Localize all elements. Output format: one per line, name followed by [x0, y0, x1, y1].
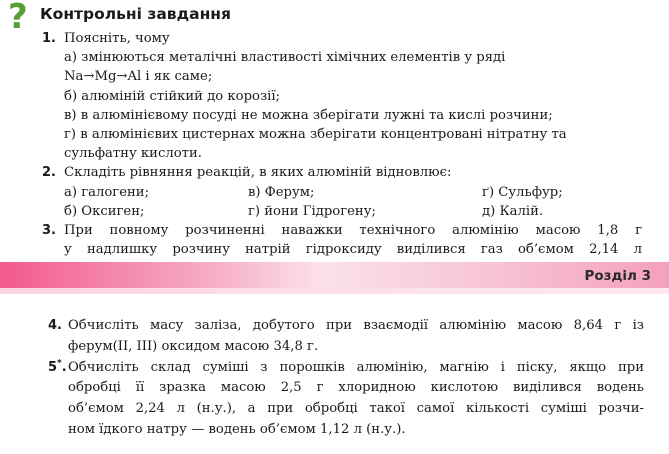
task-1-b: б) алюміній стійкий до корозії; — [64, 88, 281, 104]
task-number: 3. — [42, 222, 56, 238]
task-1-d-line2: сульфатну кислоти. — [64, 146, 202, 162]
section-label: Розділ 3 — [584, 268, 651, 284]
task-2-intro: Складіть рівняння реакцій, в яких алюміній відновлює: — [64, 165, 452, 181]
task-1-d-line1: г) в алюмінієвих цистернах можна зберігати концентровані нітратну та — [64, 126, 567, 142]
task-2-option: в) Ферум; — [248, 184, 315, 200]
task-1-intro-row — [42, 29, 642, 48]
task-4-line2: ферум(ІІ, ІІІ) оксидом масою 34,8 г. — [68, 338, 319, 354]
task-1-intro: Поясніть, чому — [64, 31, 170, 46]
task-5-line1: Обчисліть склад суміші з порошків алюмінію, магнію і піску, якщо при — [68, 359, 644, 375]
task-5-row-2 — [48, 378, 644, 399]
tasks-bottom — [48, 316, 644, 441]
question-mark-icon: ? — [8, 0, 28, 37]
task-4-row-1 — [48, 316, 644, 337]
task-2-option: г) йони Гідрогену; — [248, 203, 376, 219]
task-1-c: в) в алюмінієвому посуді не можна зберігати лужні та кислі розчини; — [64, 107, 553, 123]
task-3-line1: При повному розчиненні наважки технічного алюмінію масою 1,8 г — [64, 222, 642, 238]
task-1-d-row-2 — [42, 144, 642, 163]
task-4-line1: Обчисліть масу заліза, добутого при взаємодії алюмінію масою 8,64 г із — [68, 318, 644, 333]
task-3-row-1 — [42, 221, 642, 240]
task-2-option: д) Калій. — [482, 203, 544, 219]
task-5-line4: ном їдкого натру — водень об’ємом 1,12 л (н.у.). — [68, 421, 406, 437]
task-2-options-row-2 — [42, 202, 642, 221]
task-1-c-row — [42, 106, 642, 125]
task-2-options-row-1 — [42, 183, 642, 202]
task-5-row-4 — [48, 420, 644, 441]
task-1-a-row — [42, 48, 642, 67]
task-number: 4. — [48, 318, 62, 333]
task-5-line2: обробці її зразка масою 2,5 г хлоридною кислотою виділився водень — [68, 380, 644, 396]
task-3-row-2 — [42, 240, 642, 259]
task-2-option: б) Оксиген; — [64, 203, 145, 219]
task-5-row-3 — [48, 399, 644, 420]
task-number: 5*. — [48, 358, 67, 375]
task-1-a-line1: а) змінюються металічні властивості хімічних елементів у ряді — [64, 50, 506, 66]
section-band-shade — [0, 288, 669, 294]
task-1-d-row — [42, 125, 642, 144]
task-1-b-row — [42, 87, 642, 106]
task-1-a-line2: Na→Mg→Al і як саме; — [64, 69, 213, 85]
task-3-line2: у надлишку розчину натрій гідроксиду виділився газ об’ємом 2,14 л — [64, 242, 642, 258]
task-2-option: ґ) Сульфур; — [482, 184, 563, 200]
tasks-top — [42, 29, 642, 259]
task-2-option: а) галогени; — [64, 184, 150, 200]
task-5-row-1 — [48, 358, 644, 379]
task-4-row-2 — [48, 337, 644, 358]
task-5-line3: об’ємом 2,24 л (н.у.), а при обробці такої самої кількості суміші розчи- — [68, 401, 644, 417]
challenge-mark: * — [57, 358, 62, 369]
task-number: 2. — [42, 165, 56, 181]
task-1-a-row-2 — [42, 67, 642, 86]
task-2-intro-row — [42, 163, 642, 182]
task-5-number: 5 — [48, 359, 58, 375]
section-heading: Контрольні завдання — [40, 5, 231, 23]
task-number: 1. — [42, 31, 56, 46]
section-band — [0, 262, 669, 288]
